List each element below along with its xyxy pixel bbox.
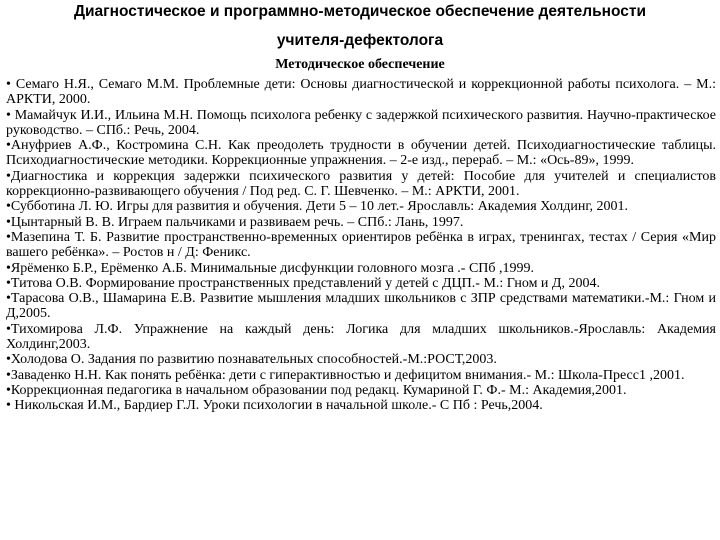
- reference-item: •Ярёменко Б.Р., Ерёменко А.Б. Минимальные дисфункции головного мозга .- СПб ,1999.: [6, 260, 535, 276]
- reference-item: • Семаго Н.Я., Семаго М.М. Проблемные дети: Основы диагностической и коррекционной работы психолога. – М.: АРКТИ, 2000.: [6, 77, 716, 108]
- reference-item: •Титова О.В. Формирование пространственных представлений у детей с ДЦП.- М.: Гном и Д, 2004.: [6, 275, 600, 291]
- reference-item: • Никольская И.М., Бардиер Г.Л. Уроки психологии в начальной школе.- С Пб : Речь,2004.: [6, 398, 543, 414]
- section-title: Методическое обеспечение: [275, 57, 445, 72]
- reference-item: •Диагностика и коррекция задержки психического развития у детей: Пособие для учителей и специалистов коррекционно-развивающего обучения / Под ред. С. Г. Шевченко. – М.: АРКТИ, 2001.: [6, 168, 716, 200]
- reference-list: [6, 77, 716, 414]
- reference-item: •Мазепина Т. Б. Развитие пространственно-временных ориентиров ребёнка в играх, тренингах, тестах / Серия «Мир вашего ребёнка». – Ростов н / Д: Феникс.: [6, 229, 716, 261]
- reference-item: • Мамайчук И.И., Ильина М.Н. Помощь психолога ребенку с задержкой психического развития. Научно-практическое руководство. – СПб.: Речь, 2004.: [6, 107, 716, 138]
- page-title-line-1: Диагностическое и программно-методическое обеспечение деятельности: [73, 3, 647, 20]
- page-title-line-2: учителя-дефектолога: [276, 32, 444, 49]
- reference-item: •Субботина Л. Ю. Игры для развития и обучения. Дети 5 – 10 лет.- Ярославль: Академия Холдинг, 2001.: [6, 199, 629, 215]
- reference-item: •Заваденко Н.Н. Как понять ребёнка: дети с гиперактивностью и дефицитом внимания.- М.: Школа-Пресс1 ,2001.: [6, 367, 685, 383]
- reference-item: •Холодова О. Задания по развитию познавательных способностей.-М.:РОСТ,2003.: [6, 352, 497, 368]
- reference-item: •Ануфриев А.Ф., Костромина С.Н. Как преодолеть трудности в обучении детей. Психодиагностические таблицы. Психодиагностические методики. Коррекционные упражнения. – 2-е изд., перераб. – М.: «Ось-89», 1999.: [6, 138, 716, 169]
- reference-item: •Цынтарный В. В. Играем пальчиками и развиваем речь. – СПб.: Лань, 1997.: [6, 214, 464, 230]
- reference-item: •Коррекционная педагогика в начальном образовании под редакц. Кумариной Г. Ф.- М.: Академия,2001.: [6, 382, 627, 398]
- reference-item: •Тихомирова Л.Ф. Упражнение на каждый день: Логика для младших школьников.-Ярославль: Академия Холдинг,2003.: [6, 321, 716, 353]
- reference-item: •Тарасова О.В., Шамарина Е.В. Развитие мышления младших школьников с ЗПР средствами математики.-М.: Гном и Д,2005.: [6, 291, 716, 322]
